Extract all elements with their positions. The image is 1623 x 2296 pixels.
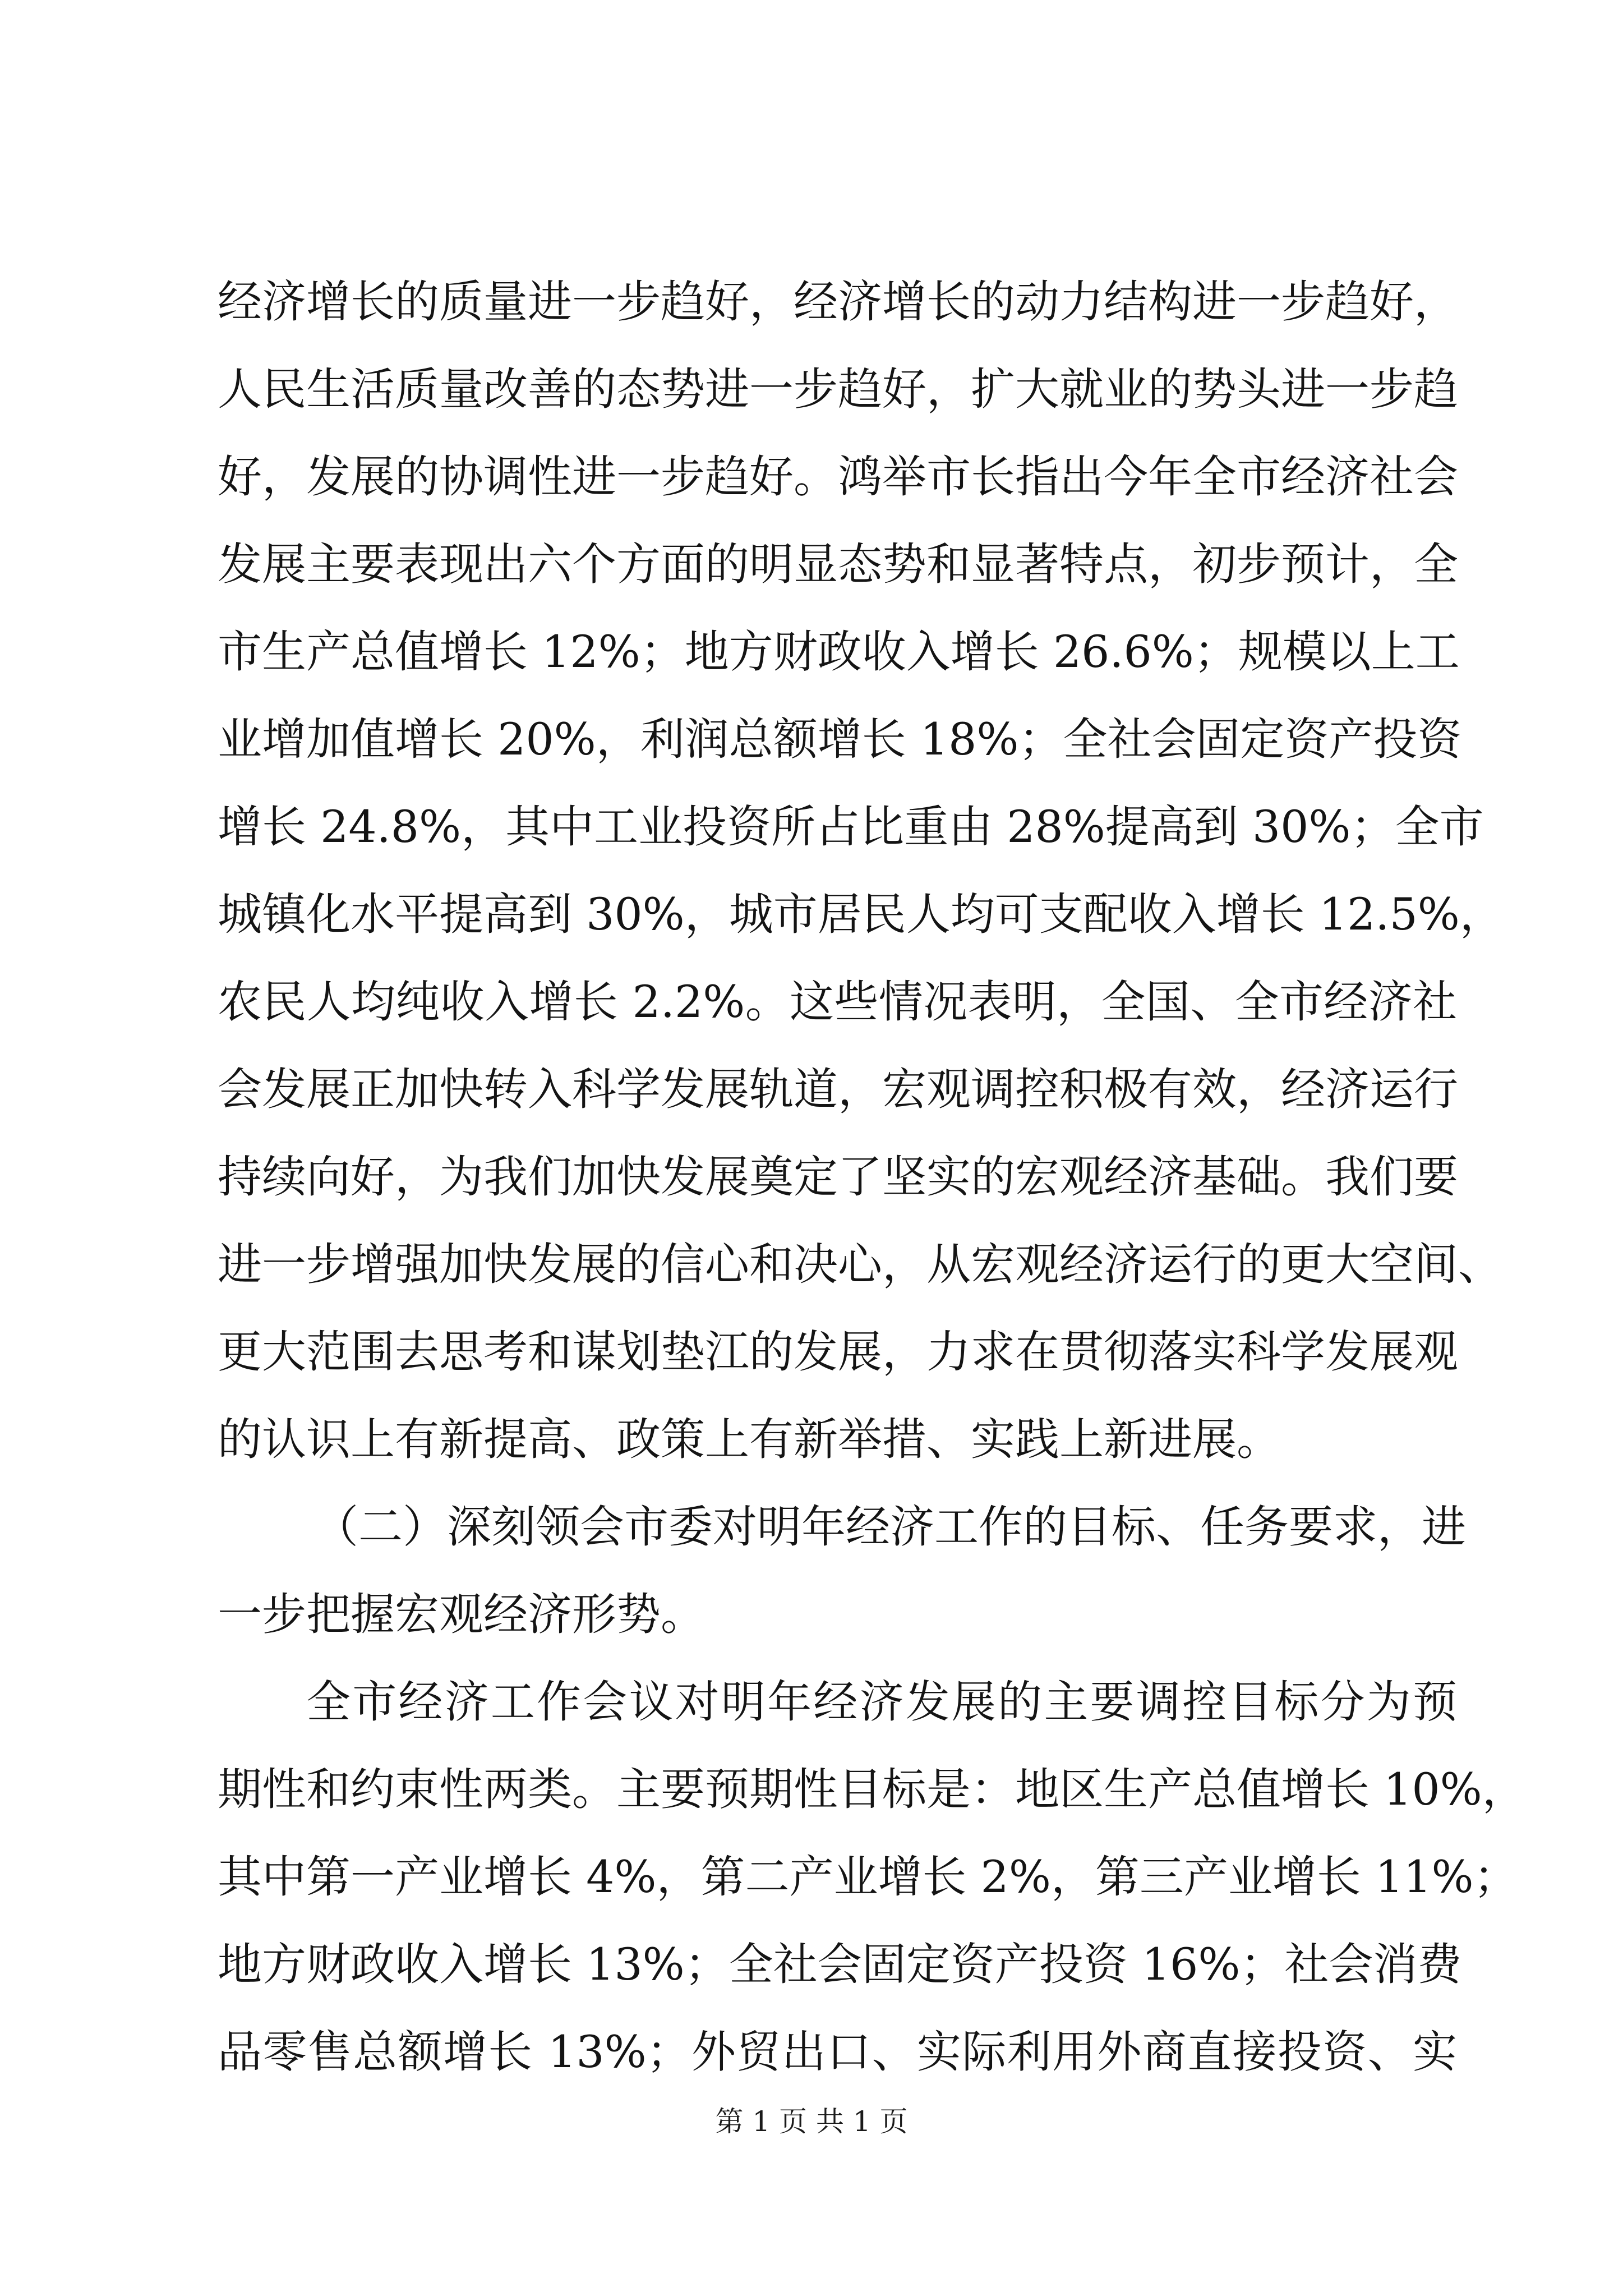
paragraph-line: 城镇化水平提高到 30%，城市居民人均可支配收入增长 12.5%， — [218, 889, 1504, 940]
paragraph-line: 市生产总值增长 12%；地方财政收入增长 26.6%；规模以上工 — [218, 626, 1460, 678]
paragraph-line: 人民生活质量改善的态势进一步趋好，扩大就业的势头进一步趋 — [218, 364, 1458, 415]
paragraph-line: 的认识上有新提高、政策上有新举措、实践上新进展。 — [218, 1414, 1281, 1465]
paragraph-line: 全市经济工作会议对明年经济发展的主要调控目标分为预 — [306, 1676, 1457, 1728]
document-body — [218, 258, 1527, 2096]
paragraph-line: 发展主要表现出六个方面的明显态势和显著特点，初步预计，全 — [218, 539, 1458, 590]
paragraph-line: 期性和约束性两类。主要预期性目标是：地区生产总值增长 10%， — [218, 1764, 1527, 1815]
paragraph-line: 进一步增强加快发展的信心和决心，从宏观经济运行的更大空间、 — [218, 1239, 1502, 1290]
paragraph-line: 持续向好，为我们加快发展奠定了坚实的宏观经济基础。我们要 — [218, 1151, 1458, 1203]
section-heading-line: 一步把握宏观经济形势。 — [218, 1589, 705, 1640]
paragraph-line: 农民人均纯收入增长 2.2%。这些情况表明，全国、全市经济社 — [218, 976, 1457, 1028]
paragraph-line: 好，发展的协调性进一步趋好。鸿举市长指出今年全市经济社会 — [218, 451, 1458, 503]
section-heading-line: （二）深刻领会市委对明年经济工作的目标、任务要求，进 — [314, 1501, 1466, 1553]
page-number-footer: 第 1 页 共 1 页 — [715, 2105, 908, 2138]
paragraph-line: 经济增长的质量进一步趋好，经济增长的动力结构进一步趋好， — [218, 276, 1458, 328]
paragraph-line: 其中第一产业增长 4%，第二产业增长 2%，第三产业增长 11%； — [218, 1851, 1518, 1903]
paragraph-line: 业增加值增长 20%，利润总额增长 18%；全社会固定资产投资 — [218, 714, 1462, 765]
paragraph-line: 更大范围去思考和谋划垫江的发展，力求在贯彻落实科学发展观 — [218, 1326, 1458, 1378]
paragraph-line: 品零售总额增长 13%；外贸出口、实际利用外商直接投资、实 — [218, 2026, 1457, 2078]
paragraph-line: 增长 24.8%，其中工业投资所占比重由 28%提高到 30%；全市 — [218, 801, 1484, 853]
paragraph-line: 会发展正加快转入科学发展轨道，宏观调控积极有效，经济运行 — [218, 1064, 1458, 1115]
paragraph-line: 地方财政收入增长 13%；全社会固定资产投资 16%；社会消费 — [218, 1939, 1462, 1990]
